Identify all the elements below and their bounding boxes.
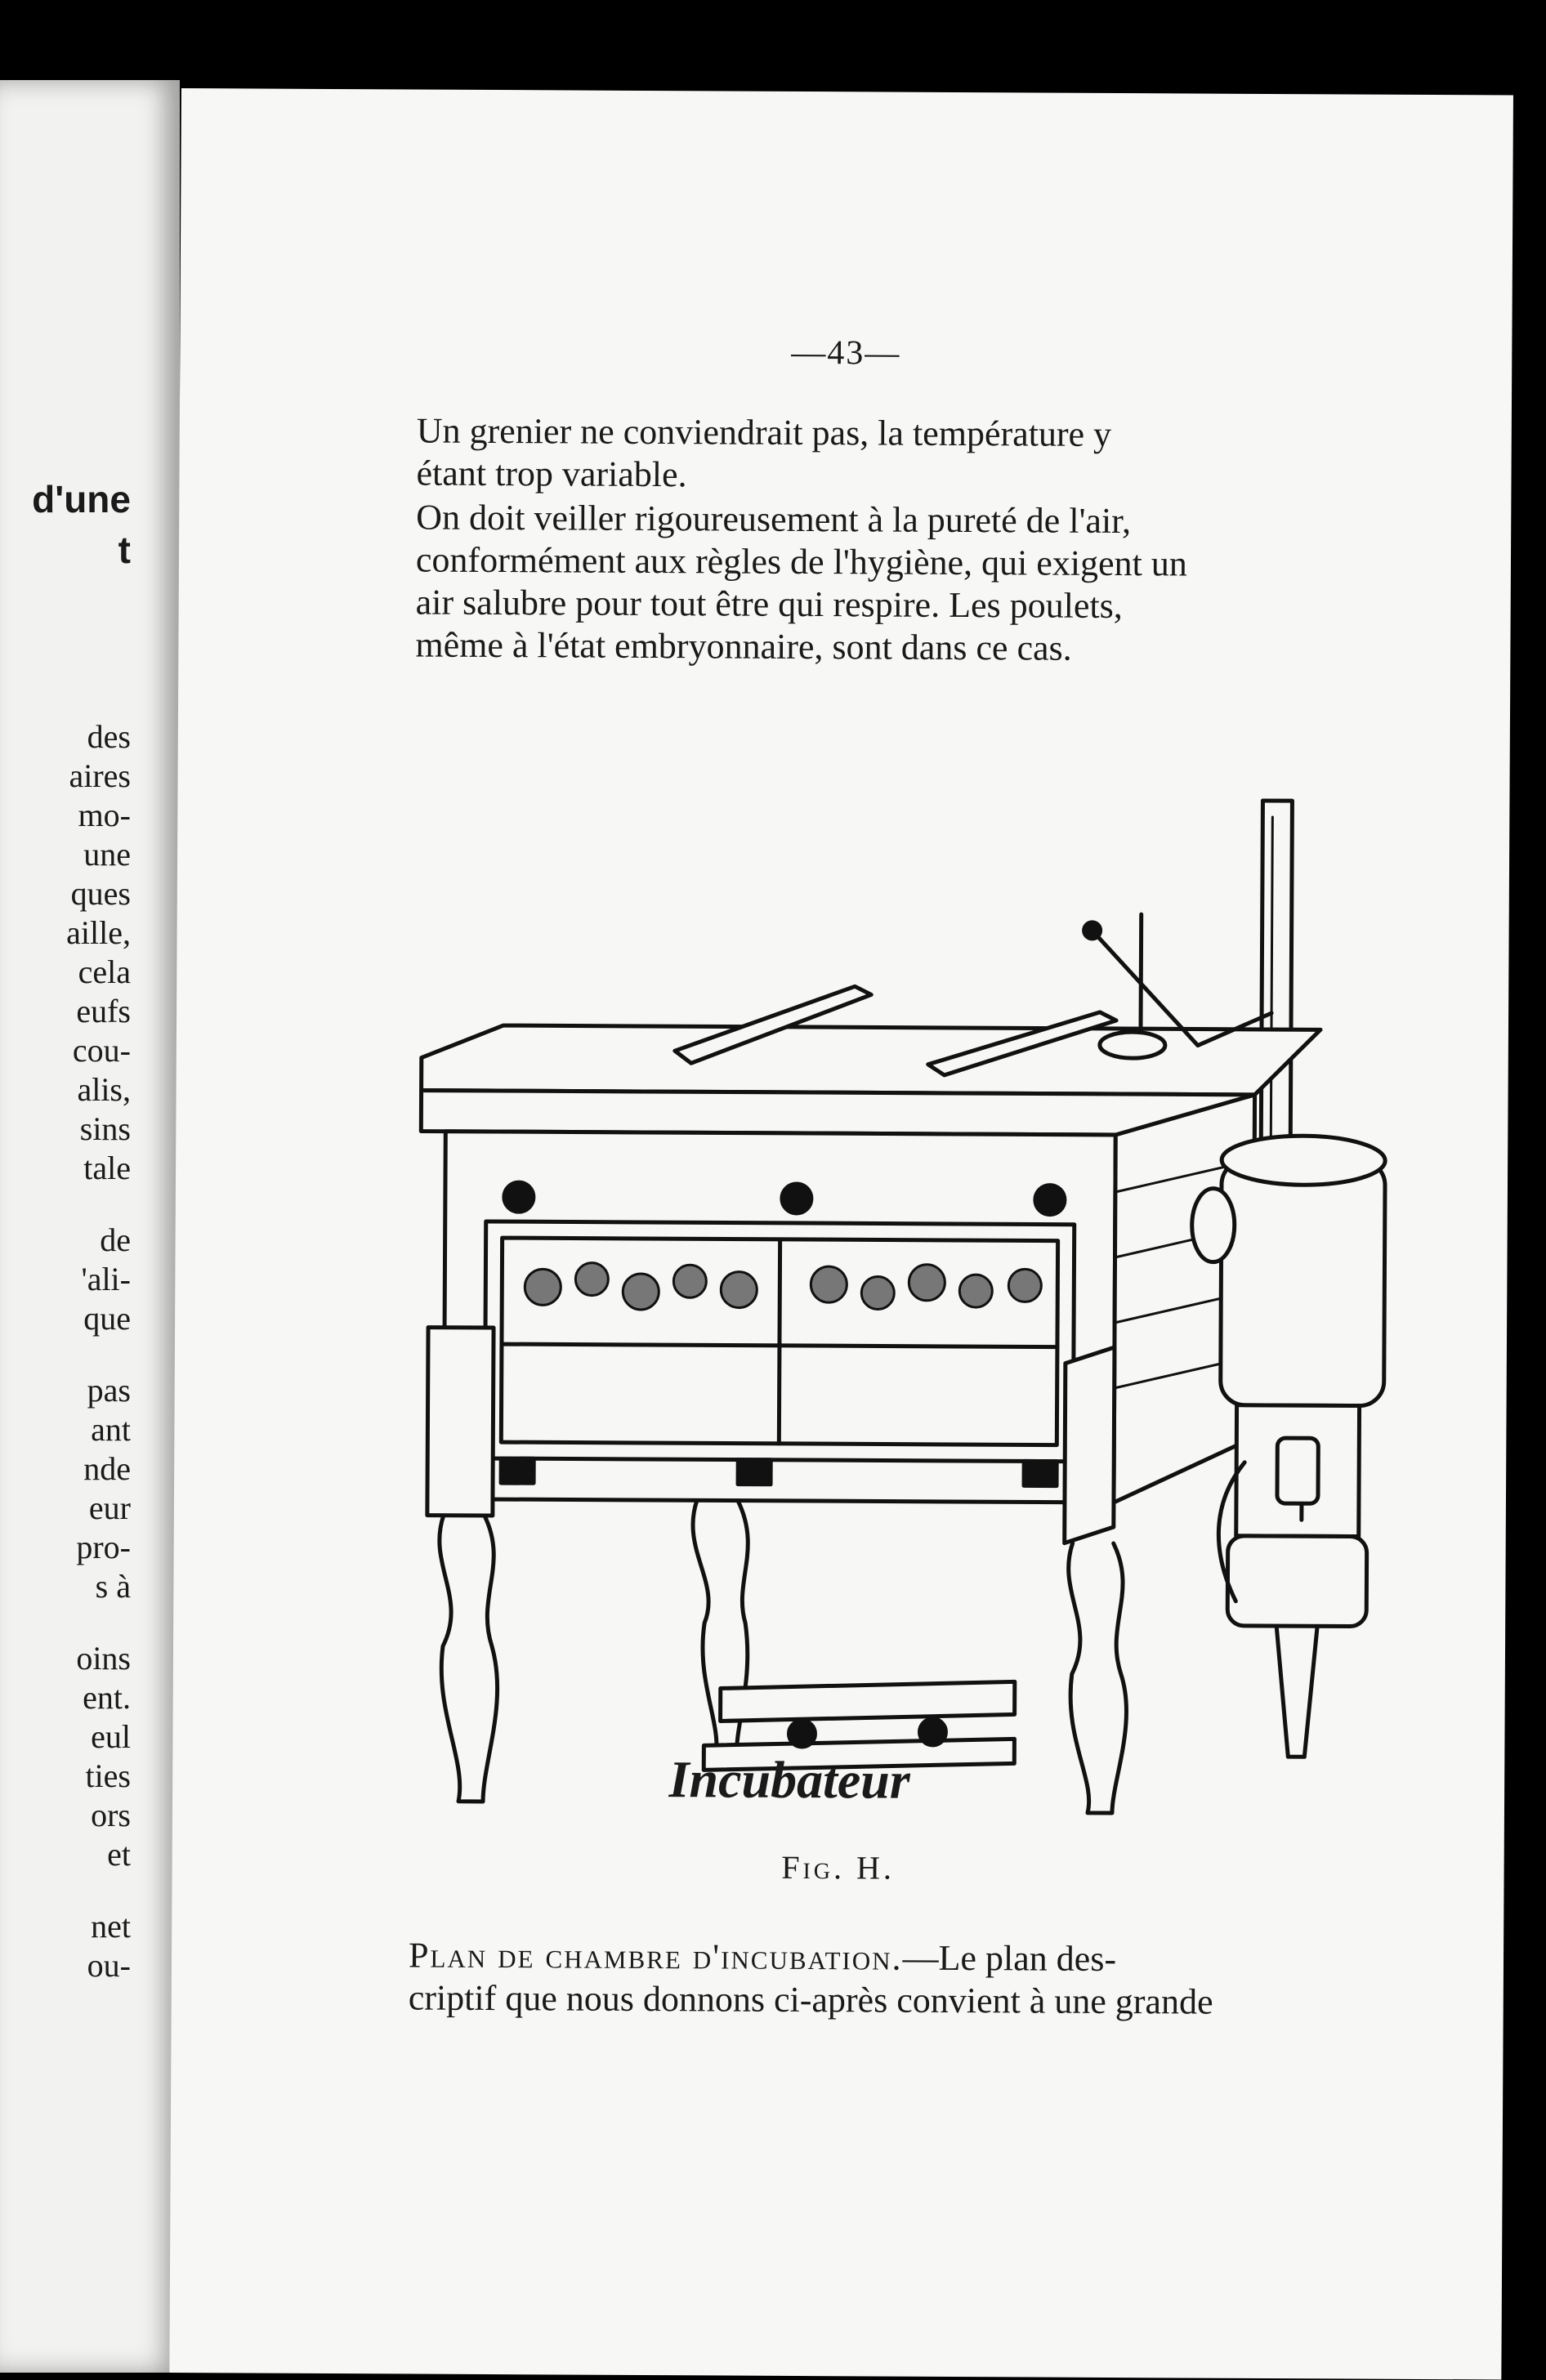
left-text-fragment: pro-	[76, 1529, 131, 1565]
left-text-fragment: 'ali-	[81, 1261, 131, 1297]
left-text-fragment	[0, 1606, 131, 1639]
left-text-fragment: ties	[85, 1757, 131, 1794]
figure-label: Fig. H.	[781, 1848, 896, 1887]
left-heading-line: d'une	[32, 478, 131, 520]
incubator-illustration	[393, 698, 1453, 1847]
left-text-fragment: une	[83, 836, 131, 873]
text-line: air salubre pour tout être qui respire. Les poulets,	[415, 582, 1123, 627]
left-page-heading	[0, 474, 131, 575]
left-text-fragment: tale	[83, 1150, 131, 1186]
text-line: On doit veiller rigoureusement à la pureté de l'air,	[416, 497, 1132, 542]
left-text-fragment	[0, 1188, 131, 1221]
left-text-fragment: aille,	[66, 914, 131, 951]
text-fragment: —Le plan des-	[902, 1937, 1117, 1980]
text-line: Un grenier ne conviendrait pas, la température y	[416, 410, 1112, 454]
text-line	[409, 1934, 1381, 1981]
left-text-fragment: que	[83, 1300, 131, 1337]
text-line: étant trop variable.	[416, 453, 687, 495]
paragraph-1	[416, 410, 1389, 500]
paragraph-2	[415, 497, 1388, 672]
left-heading-line: t	[118, 529, 131, 571]
left-text-fragment: sins	[79, 1110, 131, 1147]
left-text-fragment: des	[87, 718, 131, 755]
left-text-fragment: alis,	[77, 1071, 131, 1108]
left-text-fragment: cela	[78, 953, 131, 990]
paragraph-3	[409, 1934, 1382, 2024]
left-text-fragment	[0, 1874, 131, 1907]
left-text-fragment: oins	[76, 1640, 131, 1677]
left-text-fragment: ant	[91, 1411, 131, 1448]
text-line: conformément aux règles de l'hygiène, qui exigent un	[415, 539, 1187, 584]
left-text-fragment: eul	[91, 1718, 131, 1755]
left-text-fragment: eufs	[76, 993, 131, 1029]
left-text-fragment: net	[91, 1908, 131, 1945]
left-page-text-fragments	[0, 717, 131, 1985]
text-line: criptif que nous donnons ci-après convient à une grande	[408, 1977, 1213, 2022]
left-facing-page	[0, 80, 180, 2373]
figure-caption: Incubateur	[668, 1750, 910, 1810]
left-text-fragment: de	[100, 1221, 131, 1258]
left-text-fragment: eur	[88, 1489, 131, 1526]
left-text-fragment: ent.	[83, 1679, 131, 1716]
left-text-fragment: mo-	[78, 797, 131, 833]
main-page	[169, 88, 1513, 2379]
left-text-fragment: cou-	[72, 1032, 131, 1069]
page-number: —43—	[791, 333, 901, 373]
left-text-fragment	[0, 1338, 131, 1371]
left-text-fragment: pas	[87, 1372, 131, 1409]
left-text-fragment: ques	[70, 875, 131, 912]
left-text-fragment: nde	[83, 1450, 131, 1487]
left-text-fragment: et	[107, 1836, 131, 1873]
left-text-fragment: ou-	[87, 1947, 131, 1984]
left-text-fragment: ors	[91, 1797, 131, 1833]
left-text-fragment: aires	[69, 757, 131, 794]
section-title: Plan de chambre d'incubation.	[408, 1935, 903, 1978]
text-line: même à l'état embryonnaire, sont dans ce cas.	[415, 624, 1072, 668]
left-text-fragment: s à	[95, 1568, 131, 1605]
